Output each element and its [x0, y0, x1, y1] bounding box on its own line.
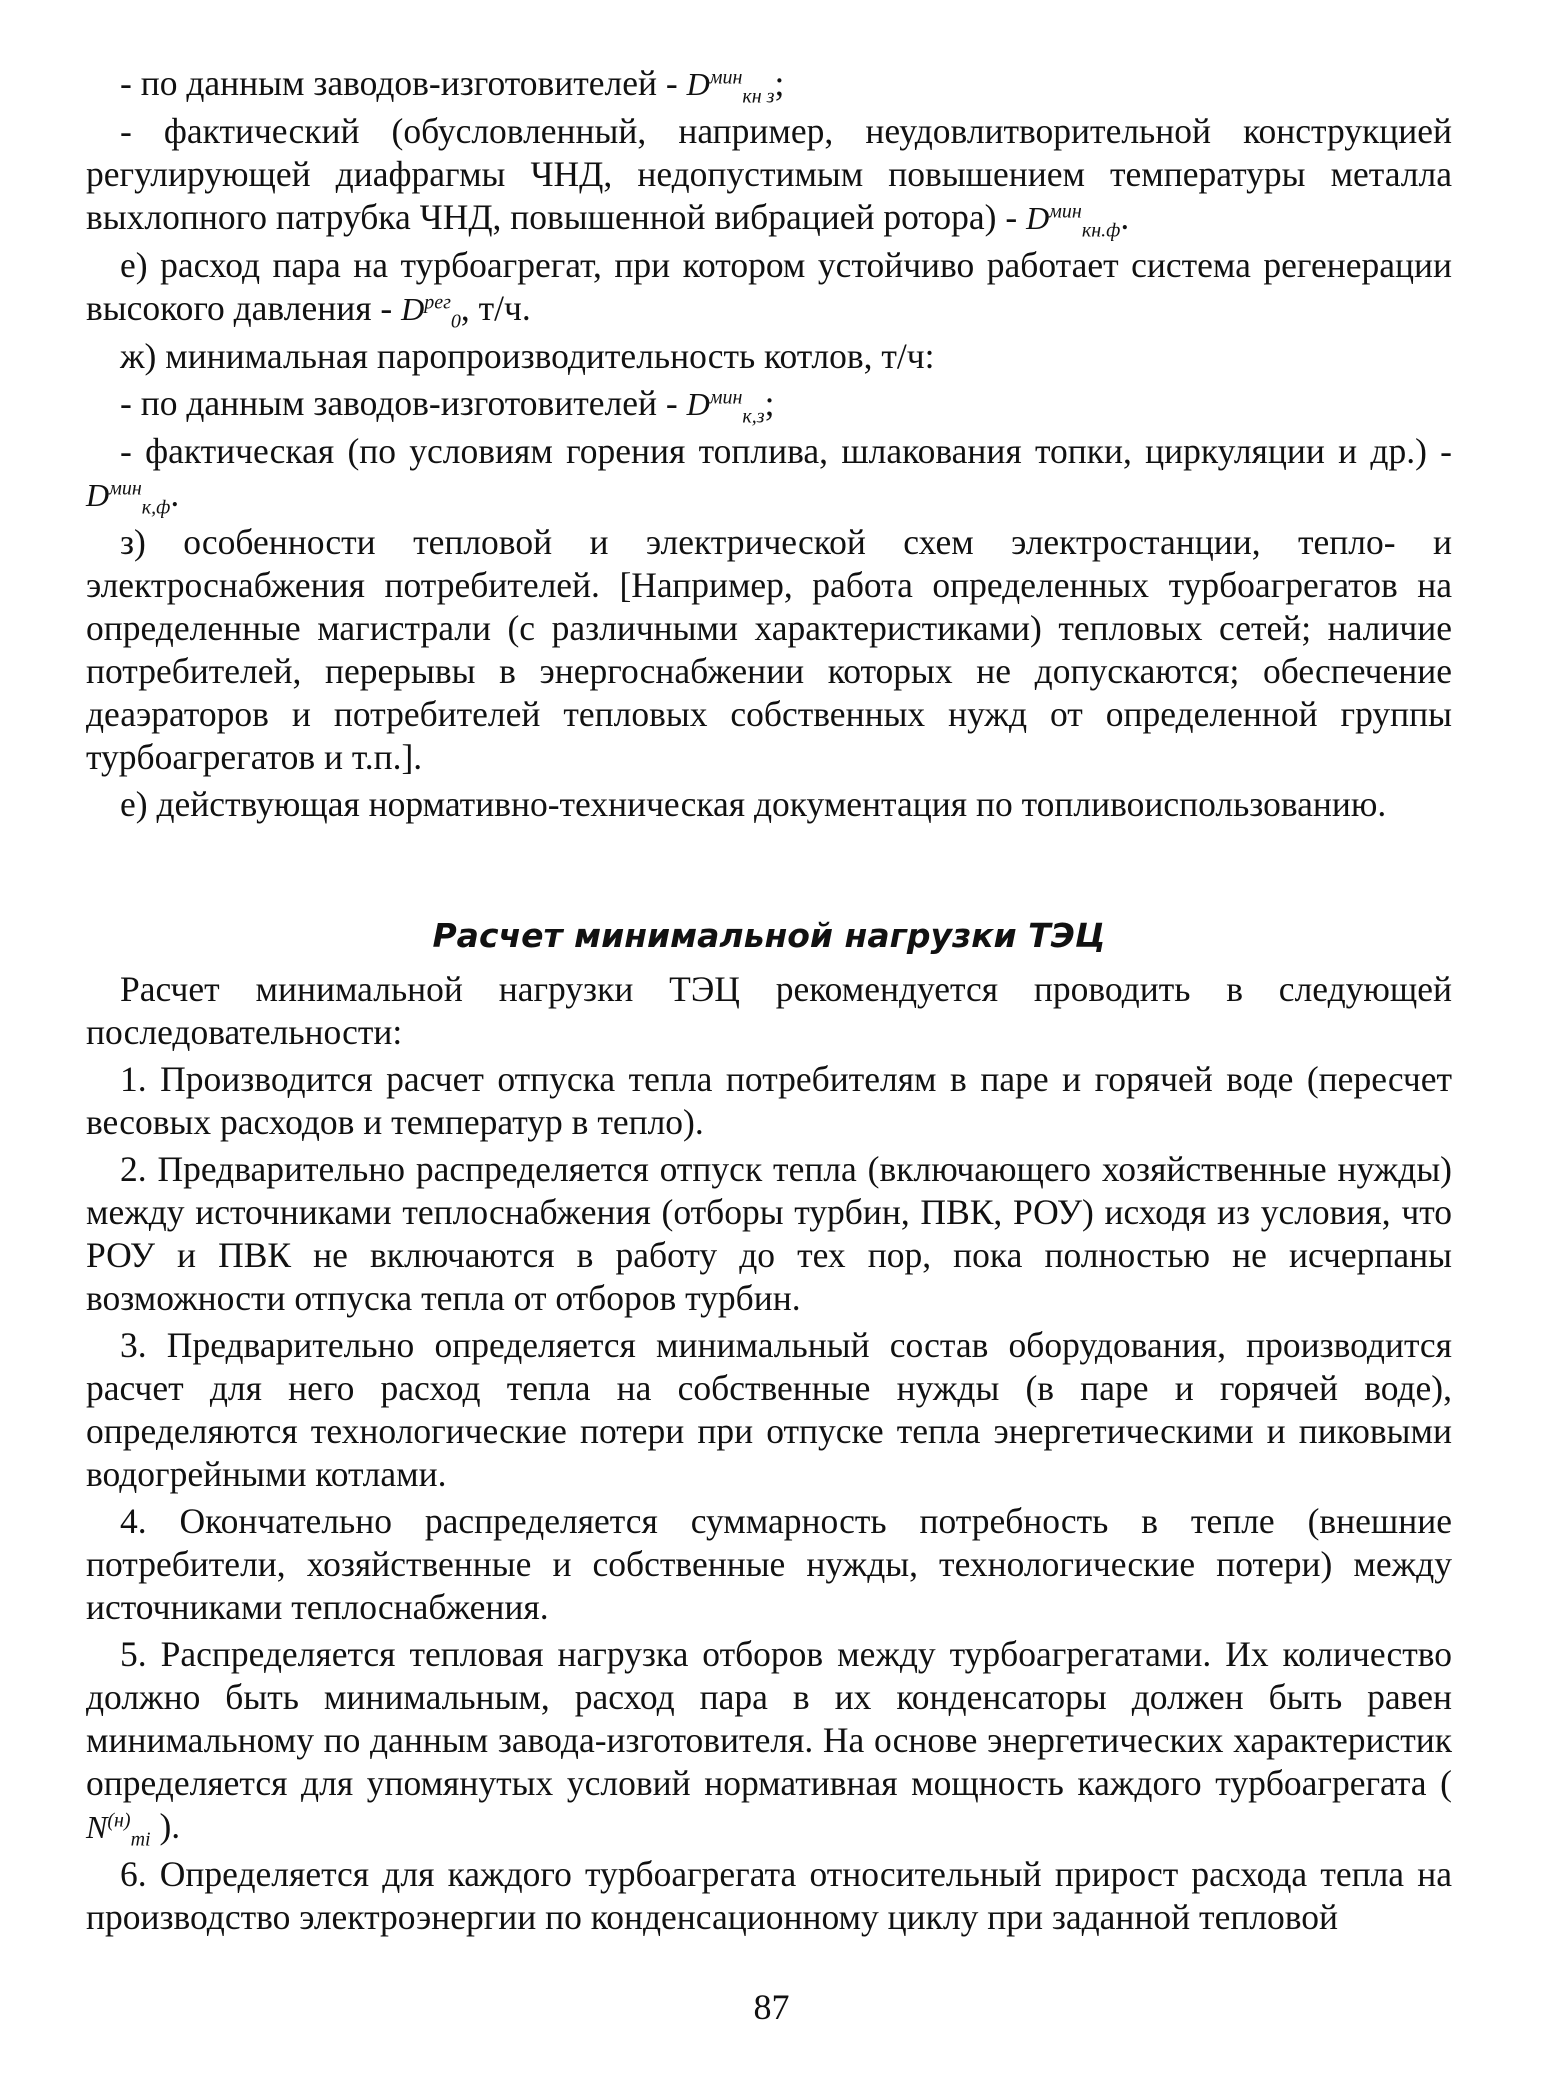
step-6: 6. Определяется для каждого турбоагрегата относительный прирост расхода тепла на производство электроэнергии по конденсационному циклу при заданной тепловой — [86, 1854, 1452, 1937]
formula-d-min-kn-f: $D^{мин}_{кн.ф}$ — [1026, 200, 1121, 242]
formula-n-ti: $N^{(н)}_{ті}$ — [86, 1809, 151, 1851]
formula-d-min-k-f: $D^{мин}_{к,ф}$ — [86, 477, 171, 519]
paragraph-e-regeneration: е) расход пара на турбоагрегат, при котором устойчиво работает система регенерации высокого давления - $D^{рег}_0$, т/ч. — [86, 245, 1452, 333]
step-5: 5. Распределяется тепловая нагрузка отборов между турбоагрегатами. Их количество должно быть минимальным, расход пара в их конденсаторы должен быть равен минимальному по данным завода-изготовителя. На основе энергетических характеристик определяется для упомянутых условий нормативная мощность каждого турбоагрегата ( $N^{(н)}_{ті}$ ). — [86, 1634, 1452, 1851]
paragraph-intro: Расчет минимальной нагрузки ТЭЦ рекомендуется проводить в следующей последовательности: — [86, 969, 1452, 1052]
paragraph-zh-manufacturer: - по данным заводов-изготовителей - $D^{мин}_{к,з}$; — [120, 383, 775, 428]
page-number: 87 — [753, 1987, 790, 2027]
formula-d-reg-0: $D^{рег}_0$ — [401, 291, 461, 333]
paragraph-z-schemes: з) особенности тепловой и электрической схем электростанции, тепло- и электроснабжения потребителей. [Например, работа определенных турбоагрегатов на определенные магистрали (с различными характеристиками) тепловых сетей; наличие потребителей, перерывы в энергоснабжении которых не допускаются; обеспечение деаэраторов и потребителей тепловых собственных нужд от определенной группы турбоагрегатов и т.п.]. — [86, 522, 1452, 777]
paragraph-manufacturer-data: - по данным заводов-изготовителей - $D^{мин}_{кн з}$; — [120, 63, 785, 108]
paragraph-actual: - фактический (обусловленный, например, неудовлитворительной конструкцией регулирующей диафрагмы ЧНД, недопустимым повышением температуры металла выхлопного патрубка ЧНД, повышенной вибрацией ротора) - $D^{мин}_{кн.ф}$. — [86, 111, 1452, 242]
formula-d-min-kn-z: $D^{мин}_{кн з}$ — [686, 66, 775, 108]
step-1: 1. Производится расчет отпуска тепла потребителям в паре и горячей воде (пересчет весовых расходов и температур в тепло). — [86, 1059, 1452, 1142]
step-3: 3. Предварительно определяется минимальный состав оборудования, производится расчет для него расход тепла на собственные нужды (в паре и горячей воде), определяются технологические потери при отпуске тепла энергетическими и пиковыми водогрейными котлами. — [86, 1325, 1452, 1494]
section-title: Расчет минимальной нагрузки ТЭЦ — [432, 916, 1106, 955]
document-page — [86, 62, 1452, 1943]
paragraph-zh-boilers: ж) минимальная паропроизводительность котлов, т/ч: — [120, 336, 935, 376]
formula-d-min-k-z: $D^{мин}_{к,з}$ — [686, 386, 765, 428]
step-4: 4. Окончательно распределяется суммарность потребность в тепле (внешние потребители, хозяйственные и собственные нужды, технологические потери) между источниками теплоснабжения. — [86, 1501, 1452, 1627]
paragraph-e-documentation: е) действующая нормативно-техническая документация по топливоиспользованию. — [120, 784, 1387, 824]
paragraph-zh-actual: - фактическая (по условиям горения топлива, шлакования топки, циркуляции и $др.) - D^{мин}_{к,ф}$. — [86, 431, 1452, 519]
step-2: 2. Предварительно распределяется отпуск тепла (включающего хозяйственные нужды) между источниками теплоснабжения (отборы турбин, ПВК, РОУ) исходя из условия, что РОУ и ПВК не включаются в работу до тех пор, пока полностью не исчерпаны возможности отпуска тепла от отборов турбин. — [86, 1149, 1452, 1318]
